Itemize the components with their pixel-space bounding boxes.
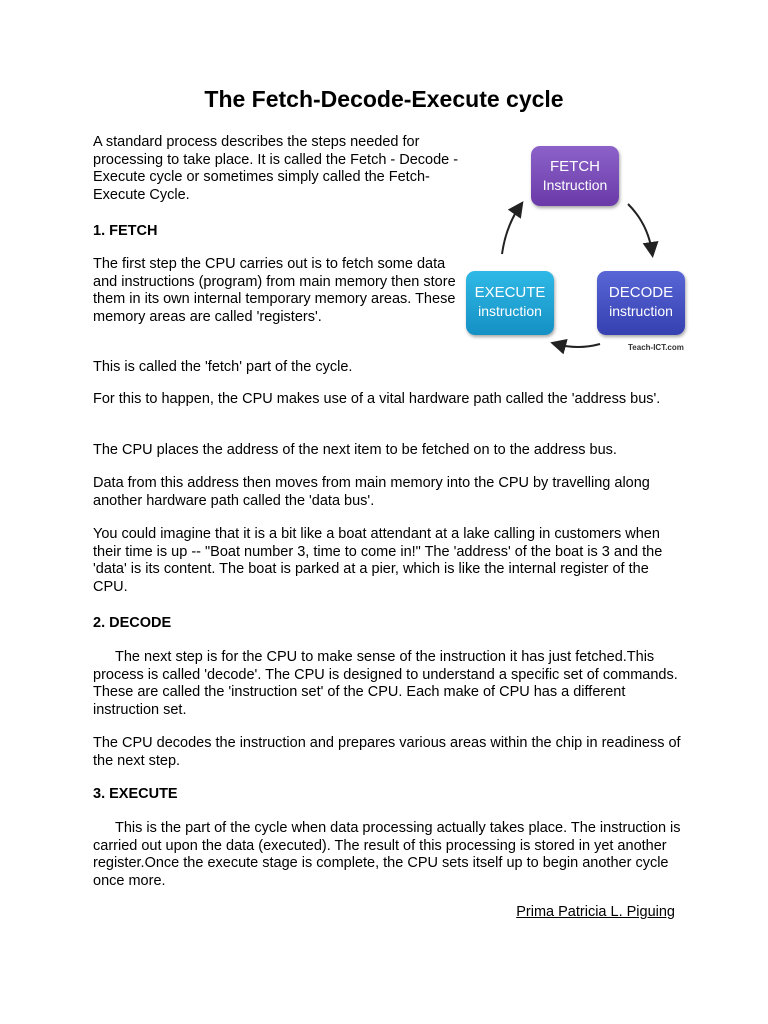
fetch-paragraph-3: For this to happen, the CPU makes use of a vital hardware path called the 'address bus'. (93, 391, 661, 407)
author-signature: Prima Patricia L. Piguing (516, 904, 675, 920)
decode-paragraph-2: The CPU decodes the instruction and prepares various areas within the chip in readiness of the next step. (93, 735, 681, 769)
execute-box-title: EXECUTE (474, 284, 546, 301)
fetch-box-subtitle: Instruction (542, 177, 608, 193)
fetch-paragraph-1: The first step the CPU carries out is to fetch some data and instructions (program) from main memory then store them in its own internal temporary memory areas. These memory areas are called 'registers'. (93, 256, 456, 325)
fetch-box (531, 146, 619, 206)
fetch-paragraph-5: Data from this address then moves from main memory into the CPU by travelling along another hardware path called the 'data bus'. (93, 475, 650, 509)
fetch-box-title: FETCH (550, 158, 600, 175)
page-title: The Fetch-Decode-Execute cycle (204, 86, 564, 112)
execute-box-subtitle: instruction (478, 303, 542, 319)
arrow-decode-to-execute (556, 344, 600, 347)
arrow-fetch-to-decode (628, 204, 652, 252)
intro-paragraph: A standard process describes the steps needed for processing to take place. It is called the Fetch - Decode - Execute cycle or sometimes simply called the Fetch-Execute Cycle. (93, 134, 459, 203)
teach-ict-watermark: Teach-ICT.com (628, 343, 684, 352)
fetch-heading: 1. FETCH (93, 223, 158, 239)
arrow-execute-to-fetch (502, 206, 520, 254)
fetch-paragraph-2: This is called the 'fetch' part of the cycle. (93, 359, 353, 375)
execute-heading: 3. EXECUTE (93, 786, 178, 802)
decode-heading: 2. DECODE (93, 615, 172, 631)
execute-box (466, 271, 554, 335)
execute-paragraph-1: This is the part of the cycle when data processing actually takes place. The instruction is carried out upon the data (executed). The result of this processing is stored in yet another register.Once the execute stage is complete, the CPU sets itself up to begin another cycle once more. (93, 820, 681, 889)
fetch-decode-execute-diagram (462, 140, 692, 360)
decode-box (597, 271, 685, 335)
decode-paragraph-1: The next step is for the CPU to make sense of the instruction it has just fetched.This process is called 'decode'. The CPU is designed to understand a specific set of commands. These are called the 'instruction set' of the CPU. Each make of CPU has a different instruction set. (93, 649, 678, 718)
decode-box-title: DECODE (608, 284, 674, 301)
fetch-paragraph-6: You could imagine that it is a bit like a boat attendant at a lake calling in customers when their time is up -- "Boat number 3, time to come in!" The 'address' of the boat is 3 and the 'data' is its content. The boat is parked at a pier, which is like the internal register of the CPU. (93, 526, 663, 595)
fetch-paragraph-4: The CPU places the address of the next item to be fetched on to the address bus. (93, 442, 617, 458)
decode-box-subtitle: instruction (609, 303, 673, 319)
